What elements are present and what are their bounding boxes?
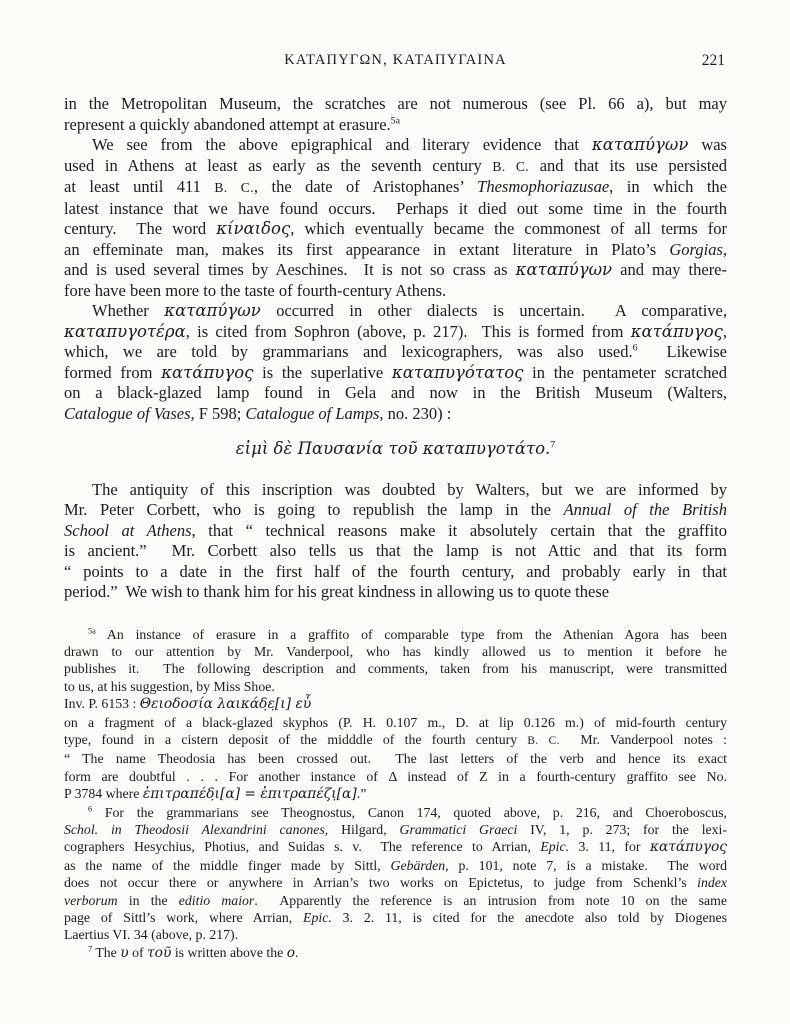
text-run: We see from the above epigraphical and literary evidence that [92,135,592,154]
text-run: century. The word [64,219,217,238]
text-line [64,500,727,521]
text-line [64,892,727,909]
text-run: κίναιδος [216,219,291,238]
text-run: κατάπυγος [161,362,254,382]
text-run: P 3784 where [64,786,143,802]
text-run: . [295,944,299,960]
text-run: B. C. [214,180,254,195]
text-line [64,240,727,261]
text-run: Grammatici Graeci [399,821,518,837]
text-line [64,562,727,583]
page-number: 221 [701,52,725,69]
text-run: , [722,321,727,341]
text-run: to us, at his suggestion, by Miss Shoe. [64,678,275,694]
text-line [64,439,727,460]
text-line [64,115,727,136]
text-line [64,363,727,384]
text-run: was [688,135,727,154]
text-run: which, we are told by grammarians and lexicographers, was also used. [64,342,633,361]
text-run: Gebärden [390,857,446,873]
text-run: is written above the [171,944,287,960]
text-run: εἰμὶ δὲ Παυσανία τοῦ καταπυγοτάτο. [235,439,551,458]
text-run: formed from [64,362,162,382]
text-run: in the Metropolitan Museum, the scratches are not numerous (see Pl. 66 a), but may [64,94,727,113]
footnote-6 [64,804,727,944]
text-run: The [92,944,121,960]
text-line [64,281,727,302]
text-line [64,695,727,713]
text-line [64,660,727,677]
text-run: 5a [390,115,400,126]
text-run: Whether [92,301,165,320]
text-run: καταπύγων [515,260,613,279]
text-run: , which eventually became the commonest of all terms for [290,219,728,238]
text-run: The antiquity of this inscription was doubted by Walters, but we are informed by [92,479,727,499]
text-run: Inv. P. 6153 : [64,696,140,712]
text-line [64,521,727,542]
text-run: , is cited from Sophron (above, p. 217). This is formed from [185,321,631,341]
text-run: Schol. in Theodosii Alexandrini canones [64,821,325,837]
text-run: in the pentameter scratched [523,362,727,382]
text-line [64,260,727,281]
text-run: editio maior [178,892,255,908]
text-run: latest instance that we have found occurs. Perhaps it died out some time in the fourth [64,198,727,218]
text-line [64,94,727,115]
text-line [64,909,727,926]
text-run: .” [356,786,367,802]
text-run: ἐπιτραπέδ̣ι[α] = ἐπιτραπέζι̣[α] [142,786,357,803]
text-run: . Apparently the reference is an intrusion from note 10 on the same [254,892,728,908]
text-run: Laertius VI. 34 (above, p. 217). [64,927,239,943]
text-run: Epic. [540,839,570,855]
text-run: 7 [550,439,556,451]
text-run: Likewise [637,342,728,361]
text-line [64,342,727,363]
text-run: 7 [88,944,93,954]
footnote-5a [64,626,727,804]
paragraph-1 [64,94,727,135]
text-line [64,322,727,343]
text-run: , p. 101, note 7, is a mistake. The word [445,857,727,873]
text-line [64,541,727,562]
text-line [64,177,727,199]
text-run: An instance of erasure in a graffito of comparable type from the Athenian Agora has been [95,626,727,642]
text-run: is ancient.” Mr. Corbett also tells us that the lamp is not Attic and that its form [64,541,727,560]
text-run: Thesmophoriazusae [477,177,610,196]
text-run: B. C. [527,734,560,747]
text-run: School at Athens [64,520,192,540]
text-line [64,750,727,767]
text-run: and that its use persisted [529,155,727,175]
text-line [64,626,727,643]
paragraph-3 [64,301,727,424]
text-line [64,768,727,785]
running-header-title: ΚΑΤΑΠΥΓΩΝ, ΚΑΤΑΠΥΓΑΙΝΑ [284,52,507,68]
text-line [64,804,727,821]
text-line [64,643,727,660]
text-run: , Hilgard, [324,821,400,837]
text-run: ο [286,944,296,961]
text-line [64,785,727,803]
text-run: καταπυγότατος [391,362,524,382]
text-line [64,219,727,240]
text-line [64,404,727,425]
text-line [64,156,727,178]
text-run: Annual of the British [563,500,727,519]
text-run: of [128,944,148,960]
text-line [64,301,727,322]
text-run: υ [120,944,129,961]
text-line [64,874,727,891]
text-run: occurred in other dialects is uncertain. A comparative, [260,301,727,320]
text-run: Epic. [303,910,332,925]
text-run: type, found in a cistern deposit of the midddle of the fourth century [64,731,528,747]
text-run: and is used several times by Aeschines. It is not so crass as [64,260,516,279]
text-run: 6 [88,803,93,813]
text-run: publishes it. The following description and comments, taken from his manuscript, were transmitted [64,661,727,677]
text-run: an effeminate man, makes its first appearance in extant literature in Plato’s [64,239,670,259]
text-run: For the grammarians see Theognostus, Canon 174, quoted above, p. 216, and Choeroboscus, [92,804,727,820]
text-run: at least until 411 [64,177,215,196]
text-run: , [722,239,727,259]
text-run: represent a quickly abandoned attempt at erasure. [64,114,391,134]
text-run: Mr. Peter Corbett, who is going to republish the lamp in the [64,500,564,519]
text-run: , no. 230) : [379,403,452,423]
text-run: Mr. Vanderpool notes : [559,731,728,747]
text-run: IV, 1, p. 273; for the lexi- [517,821,727,837]
text-run: “ points to a date in the first half of the fourth century, and probably early in that [64,561,727,581]
greek-inscription-quote [64,439,727,460]
text-run: “ The name Theodosia has been crossed out. The last letters of the verb and hence its exact [64,751,727,767]
text-run: B. C. [492,158,530,174]
text-line [64,731,727,750]
text-line [64,480,727,501]
running-header [64,52,727,70]
text-run: Catalogue of Lamps [245,403,380,423]
text-run: κατάπυγος [630,321,723,341]
text-line [64,383,727,404]
text-run: verborum [64,892,118,908]
text-run: καταπυγοτέρα [64,321,186,341]
paragraph-4 [64,480,727,603]
text-run: τοῦ [147,944,172,961]
text-run: , that “ technical reasons make it absolutely certain that the graffito [191,520,727,540]
text-run: cographers Hesychius, Photius, and Suidas s. v. The reference to Arrian, [64,839,541,855]
text-run: fore have been more to the taste of fourth-century Athens. [64,280,447,300]
text-run: 6 [632,342,638,354]
text-line [64,678,727,695]
text-run: Catalogue of Vases, [64,403,195,423]
text-run: Θειοδοσία λαικάδ̣ε̣[ι] εὖ [139,696,312,713]
text-run: index [697,875,727,891]
text-line [64,135,727,156]
text-line [64,199,727,220]
text-run: 5a [88,625,96,635]
text-run: is the superlative [253,362,392,382]
text-line [64,857,727,874]
text-run: on a black-glazed lamp found in Gela and now in the British Museum (Walters, [64,383,727,402]
text-run: page of Sittl’s work, where Arrian, [64,910,304,925]
text-line [64,714,727,731]
text-run: does not occur there or anywhere in Arrian’s two works on Epictetus, to judge from Schenkl’s [64,875,698,891]
text-run: in the [117,892,179,908]
text-run: 3. 11, for [569,839,650,855]
main-text [64,94,727,603]
text-run: καταπύγων [164,301,261,320]
text-run: and may there- [612,260,728,279]
text-line [64,582,727,603]
text-run: form are doubtful . . . For another instance of Δ instead of Z in a fourth-century graffito see No. [64,768,727,784]
text-run: on a fragment of a black-glazed skyphos (P. H. 0.107 m., D. at lip 0.126 m.) of mid-fourth century [64,714,727,730]
text-line [64,926,727,943]
text-line [64,838,727,856]
text-run: period.” We wish to thank him for his great kindness in allowing us to quote these [64,582,610,601]
text-run: , in which the [609,177,727,196]
text-line [64,944,727,962]
text-run: 3. 2. 11, is cited for the anecdote also told by Diogenes [331,910,727,925]
text-run: καταπύγων [591,135,689,154]
text-run: , the date of Aristophanes’ [253,177,478,196]
text-run: used in Athens at least as early as the seventh century [64,155,493,175]
text-run: Gorgias [669,239,723,259]
paragraph-2 [64,135,727,301]
text-run: F 598; [194,403,246,423]
text-run: κατάπυγος [649,839,727,856]
text-run: as the name of the middle finger made by Sittl, [64,857,391,873]
text-line [64,821,727,838]
footnotes-section [64,626,727,963]
footnote-7 [64,944,727,962]
text-run: drawn to our attention by Mr. Vanderpool, who has kindly allowed us to mention it before he [64,643,727,659]
